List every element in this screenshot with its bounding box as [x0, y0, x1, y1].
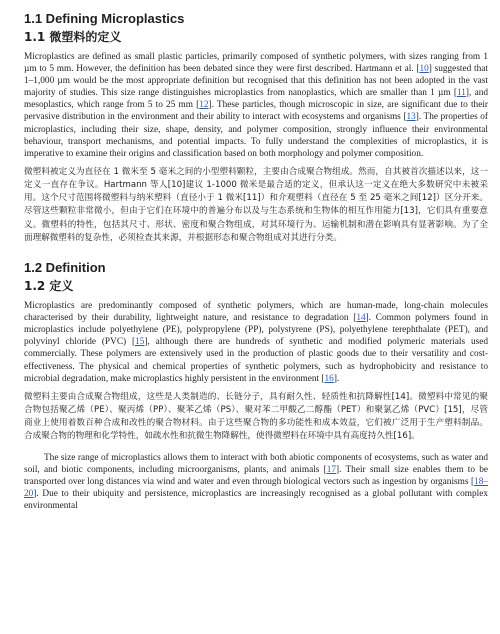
text-run: ]. The properties of microplastics, including their size, shape, density, and polymer composition, strongly influence their environmental behaviour, transport mechanisms, and potential impacts. To fully understand the complexities of microplastics, it is imperative to examine their origins and classification based on both morphology and polymer composition.: [24, 112, 488, 159]
section-heading-zh: 1.2 定义: [24, 279, 74, 294]
text-run: ]. These particles, though microscopic in size, are significant due to their pervasive distribution in the environment and their ability to interact with ecosystems and organisms [: [24, 100, 488, 123]
citation-link[interactable]: 18–20: [24, 476, 488, 499]
section-heading-zh: 1.1 微塑料的定义: [24, 30, 122, 44]
section-heading-en: 1.2 Definition: [24, 260, 106, 276]
text-run: Microplastics are defined as small plastic particles, primarily composed of synthetic polymers, with sizes ranging from 1 µm to 5 mm. However, the definition has been debated since they were first described. Hartmann et al. [: [24, 52, 488, 75]
text-run: Microplastics are predominantly composed of synthetic polymers, which are human-made, long-chain molecules characterised by their durability, lightweight nature, and resistance to degradation [: [24, 301, 488, 324]
citation-link[interactable]: 12: [199, 100, 209, 111]
citation-link[interactable]: 13: [406, 112, 416, 123]
text-run: ]. Due to their ubiquity and persistence, microplastics are increasingly recognised as a global pollutant with complex environmental: [24, 488, 488, 511]
citation-link[interactable]: 17: [326, 464, 337, 475]
section-heading-en: 1.1 Defining Microplastics: [24, 11, 185, 26]
paragraph-en: [24, 452, 488, 512]
paragraph-en: [24, 300, 488, 385]
paragraph-zh: 微塑料被定义为直径在 1 微米至 5 毫米之间的小型塑料颗粒，主要由合成聚合物组成。然而，自其被首次描述以来，这一定义一直存在争议。Hartmann 等人[10]建议 1-1000 微米是最合适的定义，但承认这一定义在绝大多数研究中未被采用。这个尺寸范围将微塑料与纳米塑料（直径小于 1 微米[11]）和介观塑料（直径在 5 至 25 毫米之间[12]）区分开来。尽管这些颗粒非常微小，但由于它们在环境中的普遍分布以及与生态系统和生物体的相互作用能力[13]，它们具有重要意义。微塑料的特性，包括其尺寸、形状、密度和聚合物组成，对其环境行为、运输机制和潜在影响具有显著影响。为了全面理解微塑料的复杂性，必须检查其来源，并根据形态和聚合物组成对其进行分类。: [24, 166, 488, 243]
citation-link[interactable]: 15: [135, 337, 145, 348]
citation-link[interactable]: 11: [456, 88, 466, 99]
text-run: The size range of microplastics allows them to interact with both abiotic components of ecosystems, such as water and soil, and biotic components, including microorganisms, plants, and animals [: [24, 452, 488, 475]
text-run: ]. Common polymers found in microplastics include polyethylene (PE), polypropylene (PP), polystyrene (PS), polyethylene terephthalate (PET), and polyvinyl chloride (PVC) [: [24, 313, 488, 348]
text-run: ], and mesoplastics, which range from 5 to 25 mm [: [24, 88, 489, 111]
text-run: ] suggested that 1–1,000 µm would be the most appropriate definition but recognised that this definition has not been adopted in the vast majority of studies. This size range distinguishes microplastics from nanoplastics, which are smaller than 1 µm [: [24, 64, 488, 99]
text-run: ].: [333, 373, 340, 384]
paragraph-zh: 微塑料主要由合成聚合物组成，这些是人类制造的、长链分子，具有耐久性、轻质性和抗降解性[14]。微塑料中常见的聚合物包括聚乙烯（PE）、聚丙烯（PP）、聚苯乙烯（PS）、聚对苯二甲酸乙二醇酯（PET）和聚氯乙烯（PVC）[15]，尽管商业上使用着数百种合成和改性的聚合物材料。由于这些聚合物的多功能性和成本效益，它们被广泛用于生产塑料制品。合成聚合物的物理和化学特性，如疏水性和抗微生物降解性，使得微塑料在环境中具有高度持久性[16]。: [24, 391, 488, 442]
citation-link[interactable]: 14: [356, 313, 366, 324]
citation-link[interactable]: 16: [324, 373, 334, 384]
citation-link[interactable]: 10: [419, 64, 429, 75]
text-run: ], although there are hundreds of synthetic and modified polymeric materials used commercially. These polymers are extensively used in the production of plastic goods due to their versatility and cost-effectiveness. The physical and chemical properties of synthetic polymers, such as hydrophobicity and resistance to microbial degradation, make microplastics highly persistent in the environment [: [24, 337, 488, 384]
paragraph-en: [24, 51, 488, 160]
text-run: ]. Their small size enables them to be transported over long distances via wind and water and even through biological vectors such as ingestion by organisms [: [24, 464, 488, 487]
